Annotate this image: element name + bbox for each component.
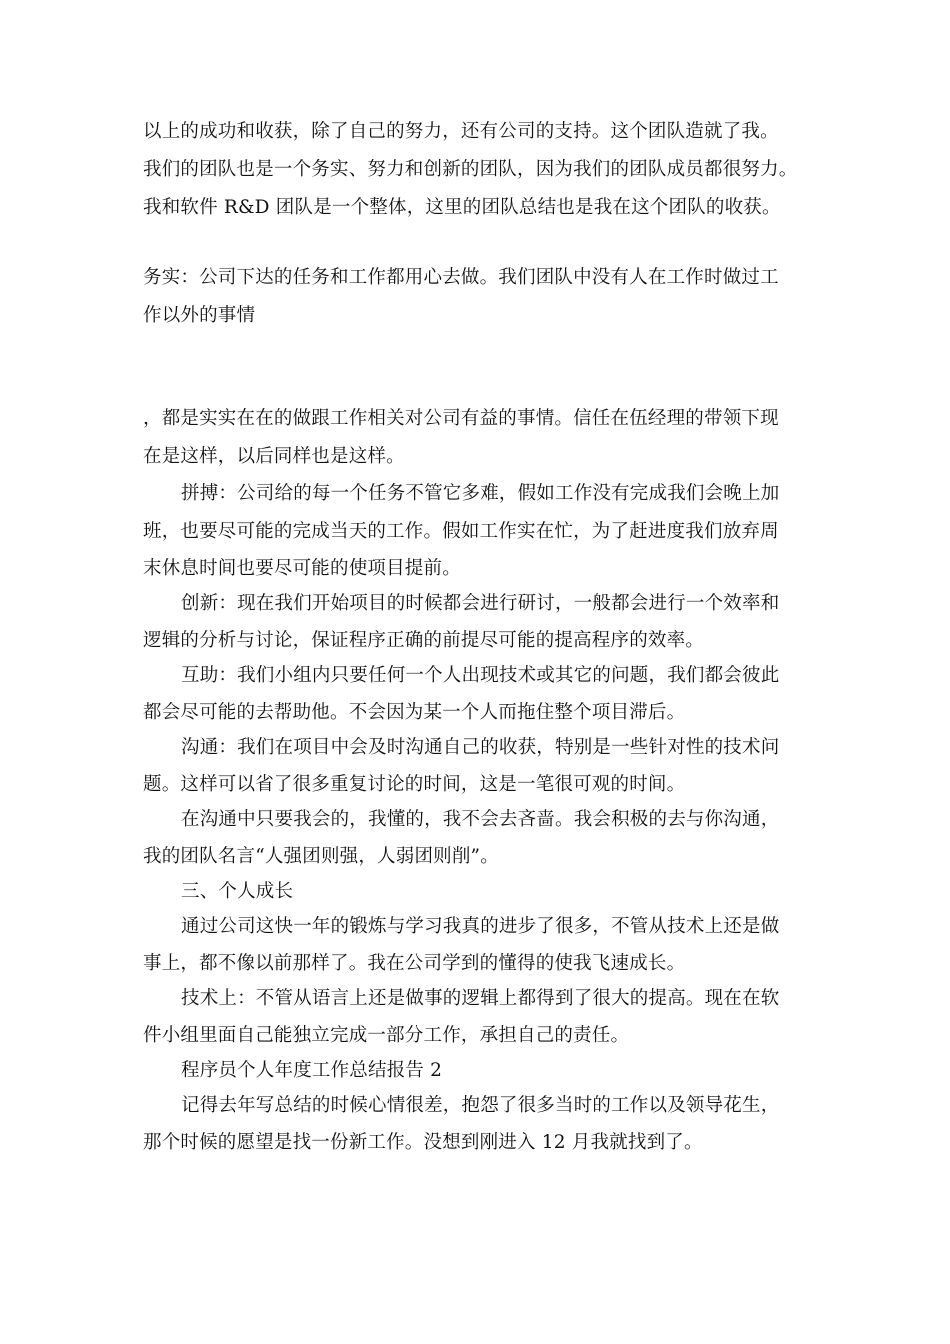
text-line: 事上，都不像以前那样了。我在公司学到的懂得的使我飞速成长。 [143, 953, 686, 974]
report-title: 程序员个人年度工作总结报告 2 [181, 1060, 443, 1081]
text-line: 创新：现在我们开始项目的时候都会进行研讨，一般都会进行一个效率和 [181, 593, 780, 614]
text-line: 我和软件 R&D 团队是一个整体，这里的团队总结也是我在这个团队的收获。 [143, 197, 781, 218]
text-line: 通过公司这快一年的锻炼与学习我真的进步了很多，不管从技术上还是做 [181, 916, 780, 937]
text-line: 班，也要尽可能的完成当天的工作。假如工作实在忙，为了赶进度我们放弃周 [143, 521, 779, 542]
text-line: 我的团队名言“人强团则强，人弱团则削”。 [143, 846, 499, 867]
text-line: 题。这样可以省了很多重复讨论的时间，这是一笔很可观的时间。 [143, 774, 686, 795]
text-line: 末休息时间也要尽可能的使项目提前。 [143, 558, 461, 579]
text-line: 逻辑的分析与讨论，保证程序正确的前提尽可能的提高程序的效率。 [143, 630, 705, 651]
text-line: 都会尽可能的去帮助他。不会因为某一个人而拖住整个项目滞后。 [143, 702, 686, 723]
text-line: 记得去年写总结的时候心情很差，抱怨了很多当时的工作以及领导花生， [181, 1095, 780, 1116]
text-line: 沟通：我们在项目中会及时沟通自己的收获，特别是一些针对性的技术问 [181, 737, 780, 758]
text-line: ，都是实实在在的做跟工作相关对公司有益的事情。信任在伍经理的带领下现 [143, 408, 779, 429]
text-line: 拼搏：公司给的每一个任务不管它多难，假如工作没有完成我们会晚上加 [181, 483, 780, 504]
text-line: 在沟通中只要我会的，我懂的，我不会去吝啬。我会积极的去与你沟通， [181, 809, 780, 830]
text-line: 我们的团队也是一个务实、努力和创新的团队，因为我们的团队成员都很努力。 [143, 159, 798, 180]
text-line: 在是这样，以后同样也是这样。 [143, 446, 405, 467]
text-line: 互助：我们小组内只要任何一个人出现技术或其它的问题，我们都会彼此 [181, 665, 780, 686]
section-heading: 三、个人成长 [181, 881, 294, 902]
text-line: 以上的成功和收获，除了自己的努力，还有公司的支持。这个团队造就了我。 [143, 121, 779, 142]
text-line: 那个时候的愿望是找一份新工作。没想到刚进入 12 月我就找到了。 [143, 1132, 703, 1153]
text-line: 技术上：不管从语言上还是做事的逻辑上都得到了很大的提高。现在在软 [181, 988, 780, 1009]
text-line: 作以外的事情 [143, 305, 256, 326]
text-line: 件小组里面自己能独立完成一部分工作，承担自己的责任。 [143, 1025, 630, 1046]
text-line: 务实：公司下达的任务和工作都用心去做。我们团队中没有人在工作时做过工 [143, 267, 779, 288]
